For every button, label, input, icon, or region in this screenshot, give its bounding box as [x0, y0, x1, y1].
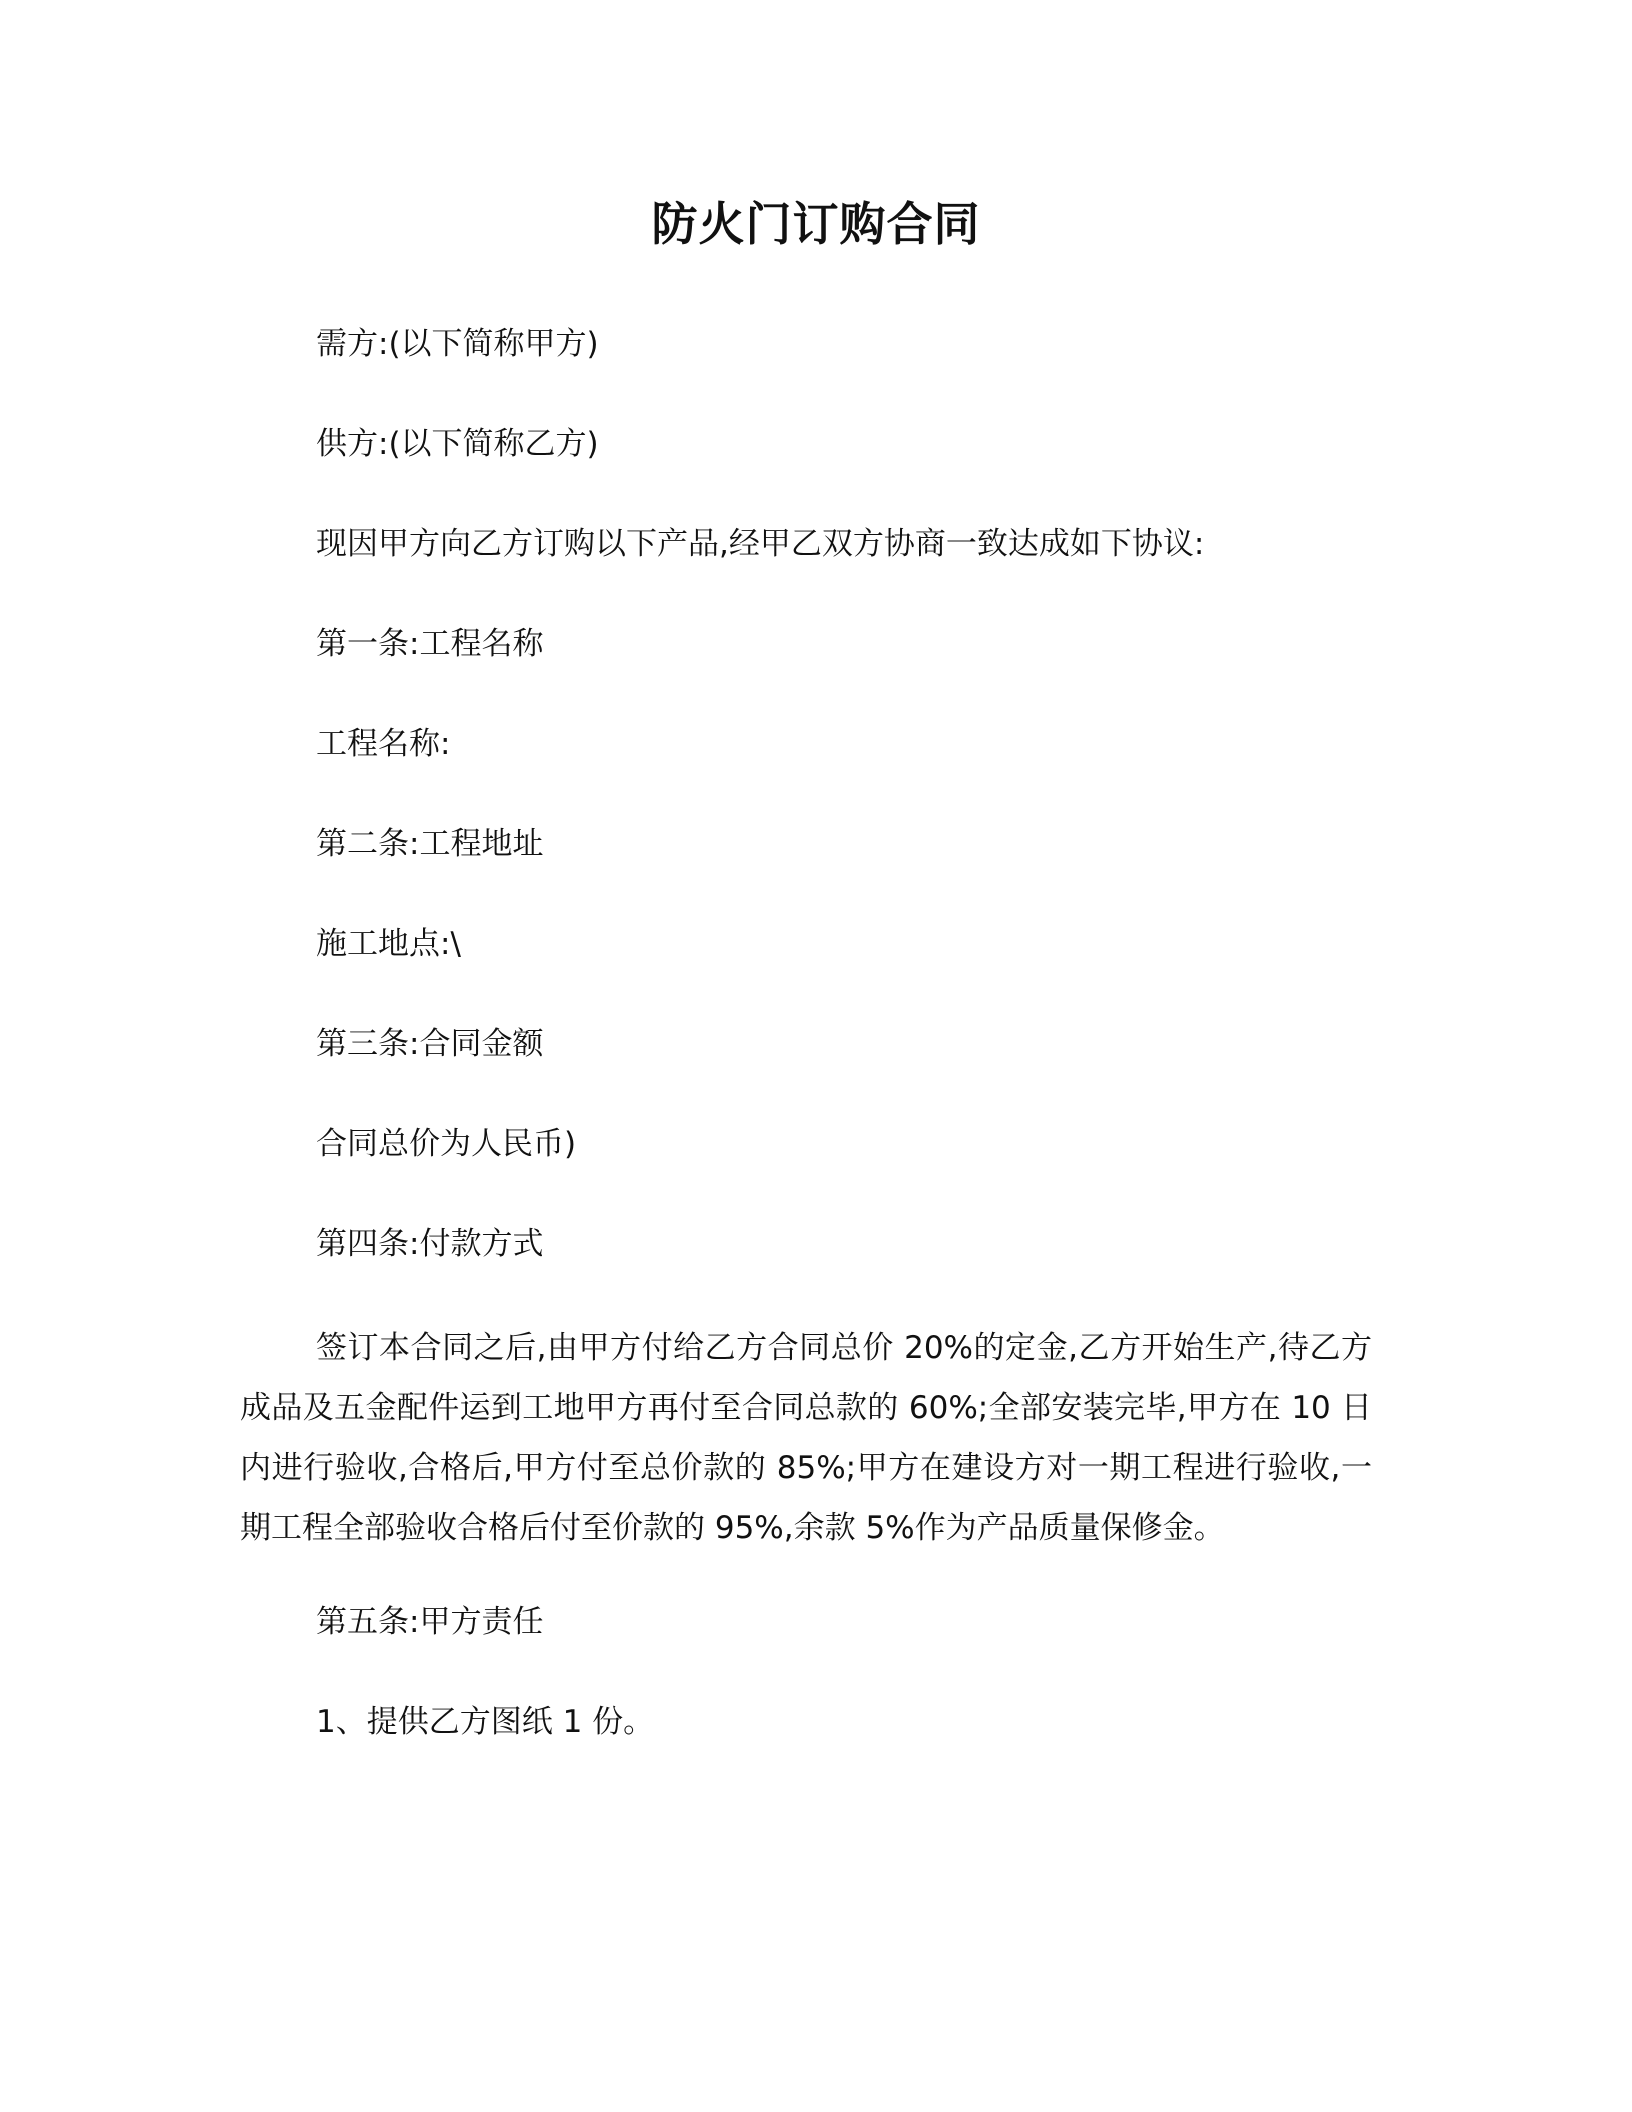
article-2-heading: 第二条:工程地址 [316, 826, 544, 862]
article-4-heading: 第四条:付款方式 [316, 1226, 544, 1262]
article-5-item-1: 1、提供乙方图纸 1 份。 [316, 1704, 655, 1740]
payment-terms-paragraph: 签订本合同之后,由甲方付给乙方合同总价 20%的定金,乙方开始生产,待乙方成品及五金配件运到工地甲方再付至合同总款的 60%;全部安装完毕,甲方在 10 日内进行验收,合格后,甲方付至总价款的 85%;甲方在建设方对一期工程进行验收,一期工程全部验收合格后付至价款的 95%,余款 5%作为产品质量保修金。 [240, 1330, 1372, 1546]
supply-party-line: 供方:(以下简称乙方) [316, 426, 599, 462]
preamble-line: 现因甲方向乙方订购以下产品,经甲乙双方协商一致达成如下协议: [316, 526, 1205, 562]
construction-site-line: 施工地点:\ [316, 926, 461, 962]
article-1-heading: 第一条:工程名称 [316, 626, 544, 662]
article-5-heading: 第五条:甲方责任 [316, 1604, 544, 1640]
demand-party-line: 需方:(以下简称甲方) [316, 326, 599, 362]
document-title: 防火门订购合同 [651, 197, 981, 251]
project-name-line: 工程名称: [316, 726, 451, 762]
contract-total-line: 合同总价为人民币) [316, 1126, 577, 1162]
article-3-heading: 第三条:合同金额 [316, 1026, 544, 1062]
